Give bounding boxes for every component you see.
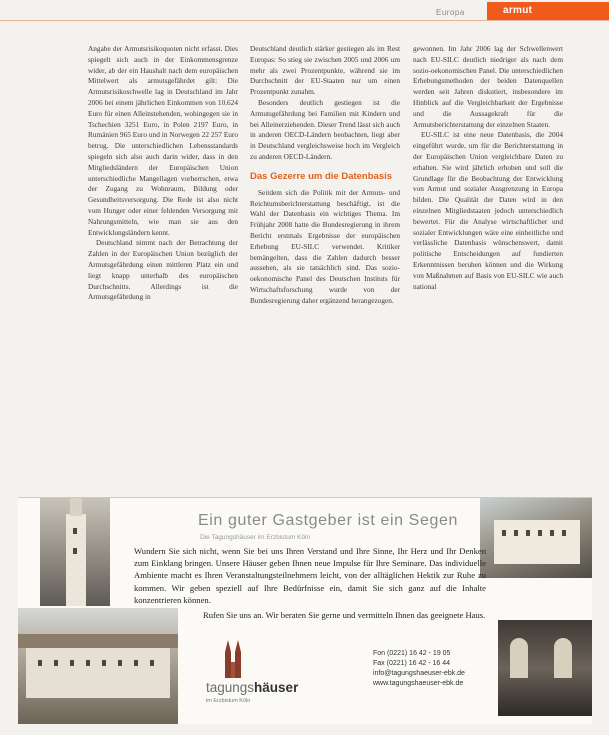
ad-body-text: Wundern Sie sich nicht, wenn Sie bei uns Ihren Verstand und Ihre Sinne, Ihr Herz und Ihr Denken zum Einklang bringen. Unsere Häuser geben Ihnen neue Impulse für Ihre Seminare. Das individuelle Ambiente macht es Ihren Veranstaltungsteilnehmern leicht, von der alltäglichen Hektik zur Ruhe zu kommen. Wir geben speziell auf Ihre Bedürfnisse ein, damit Sie sich ganz auf die Inhalte konzentrieren können. — [134, 546, 486, 605]
website-link[interactable]: www.tagungshaeuser-ebk.de — [373, 680, 464, 687]
paragraph: Besonders deutlich gestiegen ist die Armutsgefährdung bei Familien mit Kindern und bei Alleinerziehenden. Dieser Trend lässt sich auch in anderen OECD-Ländern beobachten, liegt aber in Deutschland vergleichsweise hoch im Vergleich zu anderen OECD-Ländern. — [250, 97, 400, 161]
fax-number: Fax (0221) 16 42 - 16 44 — [373, 660, 451, 667]
paragraph: Angabe der Armutsrisikoquoten nicht erfasst. Dies spiegelt sich auch in der Einkommensgrenze wider, ab der ein Haushalt nach dem europäischen Mittelwert als armutsgefährdet gilt: Die Armutsrisikoschwelle lag in Deutschland im Jahr 2006 bei einem jährlichen Einkommen von 10.624 Euro für einen Alleinstehenden, wohingegen sie in Tschechien 3251 Euro, in Polen 2197 Euro, in Rumänien 965 Euro und in Norwegen 22 257 Euro betrug. Die unterschiedlichen Lebensstandards spiegeln sich also auch darin wider, dass in den Mitgliedsländern der Europäischen Union unterschiedliche Mangellagen vorherrschen, etwa der Zugang zu Wohnraum, Bildung oder Gesundheitsversorgung. Die Rede ist also nicht vom Hunger oder einer fehlenden Versorgung mit Nahrungsmitteln, wie man sie aus den Entwicklungsländern kennt. — [88, 44, 238, 237]
logo-word-light: tagungs — [206, 680, 255, 695]
castle-photo — [480, 498, 592, 578]
article-column-1 — [88, 44, 238, 303]
section-label: Europa — [436, 8, 465, 17]
chapel-interior-photo — [498, 620, 592, 716]
section-heading: Das Gezerre um die Datenbasis — [250, 170, 393, 182]
header-rule — [0, 20, 609, 21]
paragraph: gewonnen. Im Jahr 2006 lag der Schwellenwert nach EU-SILC deutlich niedriger als nach dem sozio-oekonomischen Panel. Die unterschiedlichen Erhebungsmethoden der beiden Datenquellen werden seit Jahren diskutiert, insbesondere im Hinblick auf die Vergleichbarkeit der Ergebnisse und die Aussagekraft für die Armutsberichterstattung der einzelnen Staaten. — [413, 44, 563, 129]
conference-house-photo — [18, 608, 178, 724]
logo-wordmark — [206, 680, 298, 695]
phone-number: Fon (0221) 16 42 - 19 05 — [373, 650, 451, 657]
topic-tag — [487, 2, 609, 20]
ad-call-to-action: Rufen Sie uns an. Wir beraten Sie gerne und vermitteln Ihnen das geeignete Haus. — [203, 610, 486, 620]
ad-subline: Die Tagungshäuser im Erzbistum Köln — [200, 534, 311, 541]
paragraph: Seitdem sich die Politik mit der Armuts- und Reichtumsberichterstattung beschäftigt, ist die Wahl der Datenbasis ein wichtiges Thema. Im Frühjahr 2008 hatte die Bundesregierung in ihrem Bericht erstmals Ergebnisse der europäischen Erhebung EU-SILC verwendet. Kritiker bemängelten, dass die Zahlen dadurch besser aussehen, als sie tatsächlich sind. Das sozio-oekonomische Panel des Deutschen Instituts für Wirtschaftsforschung wurde von der Bundesregierung daher ergänzend herangezogen. — [250, 187, 400, 305]
contact-block — [373, 649, 465, 689]
article-column-2 — [250, 44, 400, 307]
cathedral-icon — [222, 638, 244, 678]
topic-tag-label: armut — [503, 5, 533, 16]
tagungshaeuser-logo — [206, 636, 306, 721]
logo-word-bold: häuser — [254, 680, 299, 695]
paragraph: EU-SILC ist eine neue Datenbasis, die 2004 eingeführt wurde, um für die Berichterstattung in der Europäischen Union vergleichbare Daten zu erhalten. Sie wird jährlich erhoben und soll die Grundlage für die Beobachtung der Entwicklung von Armut und sozialer Ausgrenzung in Europa bilden. Die Qualität der Daten wird in den einzelnen Mitgliedstaaten jedoch unterschiedlich bewertet. Für die Analyse wirtschaftlicher und sozialer Entwicklungen wäre eine einheitliche und verlässliche Datenbasis wünschenswert, damit politische Entscheidungen auf fundierten Erkenntnissen beruhen können und die Wirkung von Maßnahmen auf Basis von EU-SILC wie auch national — [413, 130, 563, 291]
advertisement — [18, 497, 592, 724]
ad-headline: Ein guter Gastgeber ist ein Segen — [198, 512, 458, 529]
article-column-3 — [413, 44, 563, 292]
paragraph: Deutschland deutlich stärker gestiegen als im Rest Europas: So stieg sie zwischen 2005 und 2006 um mehr als zwei Prozentpunkte, während sie im Durchschnitt der EU-Staaten nur um einen Prozentpunkt zunahm. — [250, 44, 400, 97]
logo-subline: im Erzbistum Köln — [206, 698, 251, 704]
email-link[interactable]: info@tagungshaeuser-ebk.de — [373, 670, 465, 677]
paragraph: Deutschland nimmt nach der Betrachtung der Zahlen in der Europäischen Union bezüglich der Armutsgefährdung einen mittleren Platz ein und liegt knapp unterhalb des europäischen Durchschnitts. Allerdings ist die Armutsgefährdung in — [88, 238, 238, 302]
church-tower-photo — [40, 498, 110, 606]
